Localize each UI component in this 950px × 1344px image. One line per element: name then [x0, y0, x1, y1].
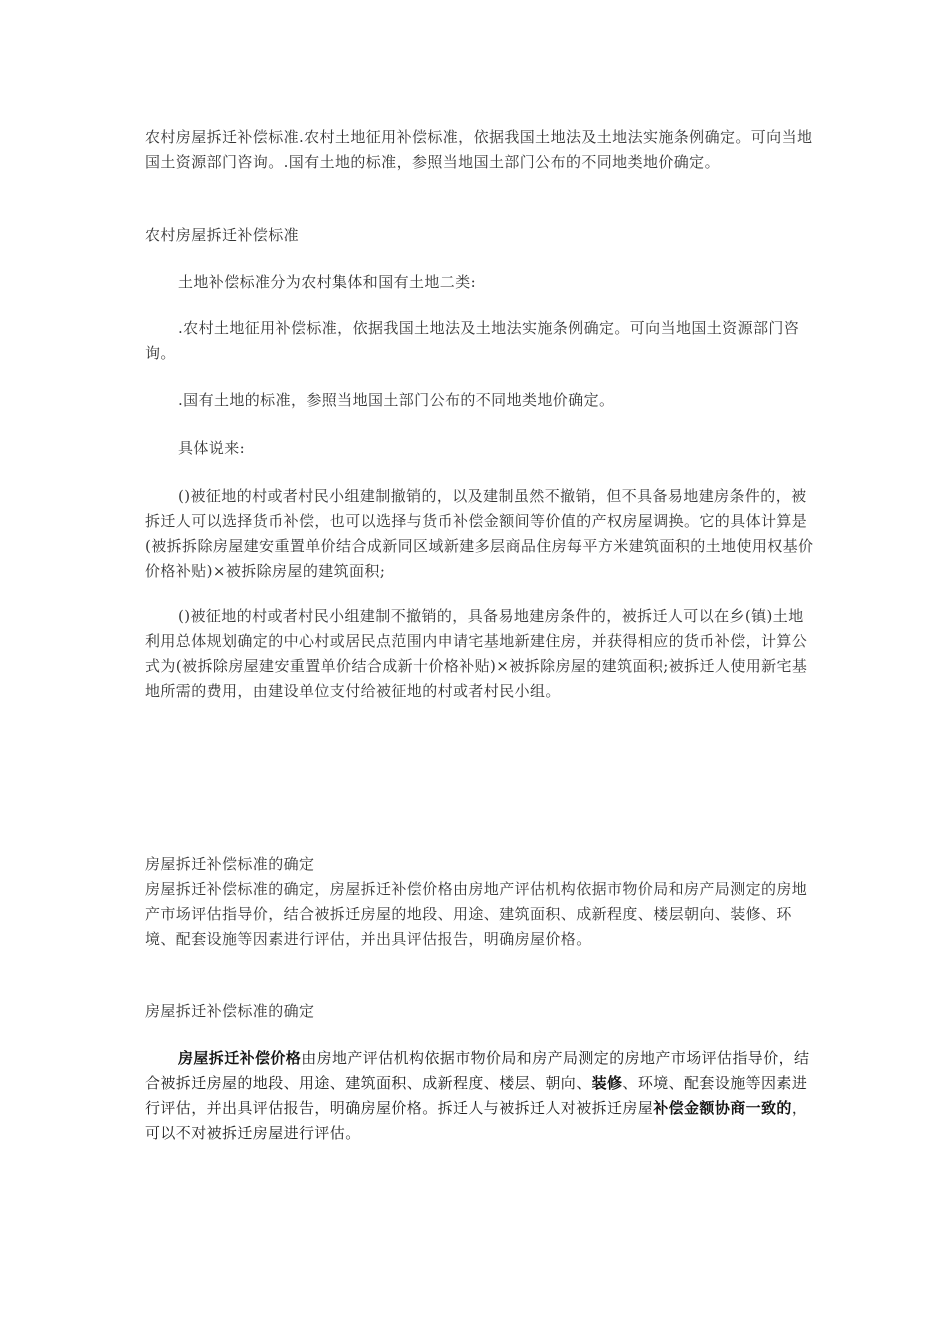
- section3-text-2: 、环境、配套设施等因素进行评估，并出具评估报告，明确房屋价格。拆迁人与被拆迁人对被拆迁房屋: [145, 1074, 808, 1117]
- section3-text-1: 由房地产评估机构依据市物价局和房产局测定的房地产市场评估指导价，结合被拆迁房屋的地段、用途、建筑面积、成新程度、楼层、朝向、: [145, 1049, 810, 1092]
- section1-paragraph-4: 具体说来:: [178, 439, 246, 457]
- section1-paragraph-3: .国有土地的标准，参照当地国土部门公布的不同地类地价确定。: [178, 391, 615, 409]
- section1-paragraph-5: ()被征地的村或者村民小组建制撤销的，以及建制虽然不撤销，但不具备易地建房条件的，被拆迁人可以选择货币补偿，也可以选择与货币补偿金额间等价值的产权房屋调换。它的具体计算是(被拆拆除房屋建安重置单价结合成新同区域新建多层商品住房每平方米建筑面积的土地使用权基价价格补贴)×被拆除房屋的建筑面积;: [145, 487, 814, 580]
- bold-term-compensation-price: 房屋拆迁补偿价格: [178, 1049, 302, 1067]
- section1-paragraph-6: ()被征地的村或者村民小组建制不撤销的，具备易地建房条件的，被拆迁人可以在乡(镇)土地利用总体规划确定的中心村或居民点范围内申请宅基地新建住房，并获得相应的货币补偿，计算公式为(被拆除房屋建安重置单价结合成新十价格补贴)×被拆除房屋的建筑面积;被拆迁人使用新宅基地所需的费用，由建设单位支付给被征地的村或者村民小组。: [145, 607, 808, 700]
- bold-term-compensation-agreement: 补偿金额协商一致的: [653, 1099, 792, 1117]
- section1-paragraph-2: .农村土地征用补偿标准，依据我国土地法及土地法实施条例确定。可向当地国土资源部门咨询。: [145, 319, 800, 362]
- section1-paragraph-1: 土地补偿标准分为农村集体和国有土地二类:: [178, 273, 477, 291]
- section2-paragraph: 房屋拆迁补偿标准的确定，房屋拆迁补偿价格由房地产评估机构依据市物价局和房产局测定的房地产市场评估指导价，结合被拆迁房屋的地段、用途、建筑面积、成新程度、楼层朝向、装修、环境、配套设施等因素进行评估，并出具评估报告，明确房屋价格。: [145, 880, 808, 948]
- bold-term-decoration: 装修: [591, 1074, 623, 1092]
- intro-paragraph: 农村房屋拆迁补偿标准.农村土地征用补偿标准，依据我国土地法及土地法实施条例确定。可向当地国土资源部门咨询。.国有土地的标准，参照当地国土部门公布的不同地类地价确定。: [145, 128, 813, 171]
- section2-heading: 房屋拆迁补偿标准的确定: [145, 855, 315, 873]
- section3-paragraph: [145, 1046, 815, 1146]
- section3-heading: 房屋拆迁补偿标准的确定: [145, 1002, 315, 1020]
- section3-text-3: ，可以不对被拆迁房屋进行评估。: [145, 1099, 808, 1142]
- section1-heading: 农村房屋拆迁补偿标准: [145, 226, 300, 244]
